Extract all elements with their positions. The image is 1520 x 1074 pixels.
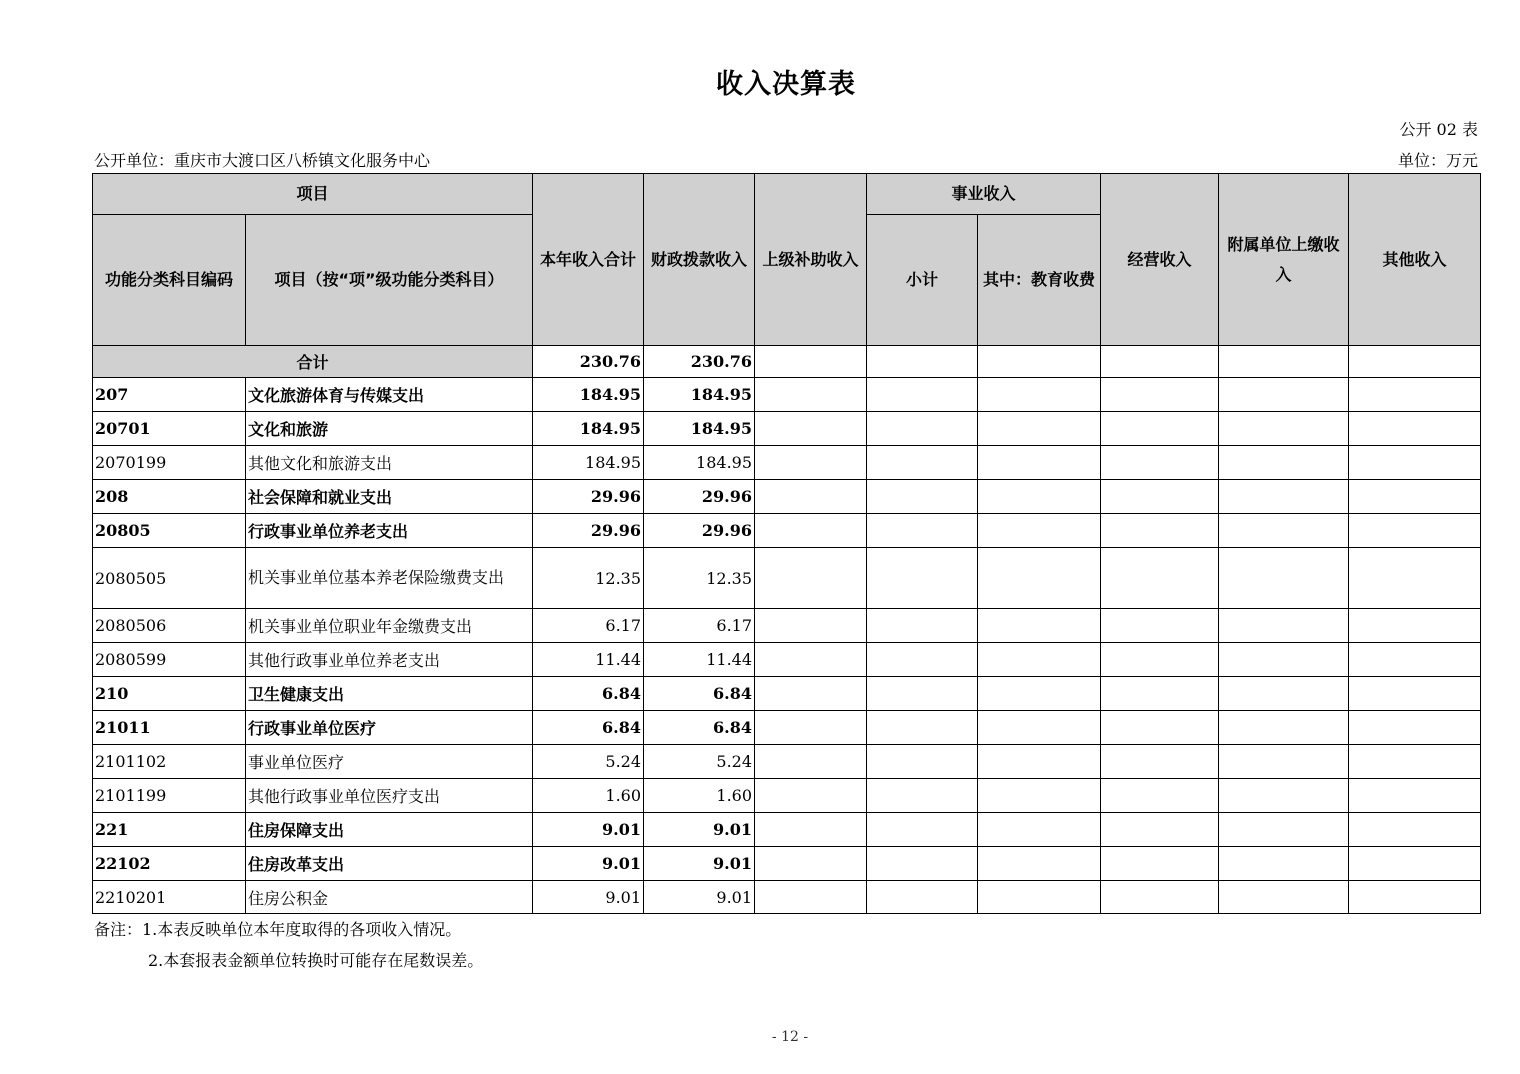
table-row bbox=[93, 677, 1481, 711]
table-row bbox=[93, 643, 1481, 677]
page-number: - 12 - bbox=[771, 1029, 809, 1045]
row-fiscal: 184.95 bbox=[644, 378, 755, 412]
row-code: 20805 bbox=[93, 514, 246, 548]
table-row bbox=[93, 548, 1481, 609]
row-code: 2210201 bbox=[93, 881, 246, 914]
note-2: 2.本套报表金额单位转换时可能存在尾数误差。 bbox=[148, 951, 484, 970]
row-total: 6.84 bbox=[533, 677, 644, 711]
header-education: 其中：教育收费 bbox=[978, 215, 1101, 346]
row-total: 184.95 bbox=[533, 412, 644, 446]
row-code: 2070199 bbox=[93, 446, 246, 480]
row-total: 9.01 bbox=[533, 813, 644, 847]
row-name: 卫生健康支出 bbox=[246, 677, 533, 711]
row-name: 社会保障和就业支出 bbox=[246, 480, 533, 514]
row-fiscal: 6.84 bbox=[644, 711, 755, 745]
row-name: 其他行政事业单位养老支出 bbox=[246, 643, 533, 677]
total-income: 230.76 bbox=[533, 346, 644, 378]
header-total-income: 本年收入合计 bbox=[533, 174, 644, 346]
table-row bbox=[93, 446, 1481, 480]
income-table bbox=[92, 173, 1481, 914]
table-row bbox=[93, 813, 1481, 847]
row-fiscal: 5.24 bbox=[644, 745, 755, 779]
row-code: 2080505 bbox=[93, 548, 246, 609]
header-affiliated: 附属单位上缴收入 bbox=[1219, 174, 1349, 346]
row-code: 2101102 bbox=[93, 745, 246, 779]
header-subtotal: 小计 bbox=[867, 215, 978, 346]
currency-unit: 单位：万元 bbox=[1397, 151, 1478, 170]
header-project: 项目 bbox=[93, 174, 533, 215]
table-row bbox=[93, 745, 1481, 779]
row-code: 22102 bbox=[93, 847, 246, 881]
row-fiscal: 9.01 bbox=[644, 881, 755, 914]
row-fiscal: 9.01 bbox=[644, 813, 755, 847]
row-fiscal: 184.95 bbox=[644, 446, 755, 480]
row-name: 住房保障支出 bbox=[246, 813, 533, 847]
row-fiscal: 11.44 bbox=[644, 643, 755, 677]
row-name: 机关事业单位职业年金缴费支出 bbox=[246, 609, 533, 643]
row-total: 5.24 bbox=[533, 745, 644, 779]
row-code: 2101199 bbox=[93, 779, 246, 813]
row-total: 1.60 bbox=[533, 779, 644, 813]
header-superior: 上级补助收入 bbox=[755, 174, 867, 346]
row-fiscal: 184.95 bbox=[644, 412, 755, 446]
row-code: 210 bbox=[93, 677, 246, 711]
row-code: 2080599 bbox=[93, 643, 246, 677]
table-row bbox=[93, 514, 1481, 548]
table-number: 公开 02 表 bbox=[1399, 120, 1478, 139]
row-name: 机关事业单位基本养老保险缴费支出 bbox=[246, 548, 533, 609]
row-total: 29.96 bbox=[533, 480, 644, 514]
row-total: 11.44 bbox=[533, 643, 644, 677]
row-name: 其他文化和旅游支出 bbox=[246, 446, 533, 480]
row-code: 208 bbox=[93, 480, 246, 514]
page-title: 收入决算表 bbox=[716, 69, 856, 100]
note-1: 备注：1.本表反映单位本年度取得的各项收入情况。 bbox=[94, 920, 462, 939]
row-code: 221 bbox=[93, 813, 246, 847]
table-row bbox=[93, 609, 1481, 643]
row-fiscal: 6.17 bbox=[644, 609, 755, 643]
row-code: 21011 bbox=[93, 711, 246, 745]
row-code: 20701 bbox=[93, 412, 246, 446]
row-fiscal: 1.60 bbox=[644, 779, 755, 813]
notes bbox=[94, 914, 483, 976]
table-row bbox=[93, 881, 1481, 914]
header-name: 项目（按“项”级功能分类科目） bbox=[246, 215, 533, 346]
row-code: 2080506 bbox=[93, 609, 246, 643]
row-name: 文化和旅游 bbox=[246, 412, 533, 446]
row-fiscal: 6.84 bbox=[644, 677, 755, 711]
row-fiscal: 12.35 bbox=[644, 548, 755, 609]
row-code: 207 bbox=[93, 378, 246, 412]
table-row bbox=[93, 378, 1481, 412]
row-total: 184.95 bbox=[533, 446, 644, 480]
header-operating: 经营收入 bbox=[1101, 174, 1219, 346]
row-name: 住房改革支出 bbox=[246, 847, 533, 881]
row-name: 行政事业单位医疗 bbox=[246, 711, 533, 745]
row-total: 6.17 bbox=[533, 609, 644, 643]
row-fiscal: 29.96 bbox=[644, 514, 755, 548]
row-name: 文化旅游体育与传媒支出 bbox=[246, 378, 533, 412]
total-label: 合计 bbox=[93, 346, 533, 378]
row-total: 9.01 bbox=[533, 881, 644, 914]
row-total: 9.01 bbox=[533, 847, 644, 881]
reporting-unit: 公开单位：重庆市大渡口区八桥镇文化服务中心 bbox=[94, 151, 431, 170]
row-total: 184.95 bbox=[533, 378, 644, 412]
row-total: 29.96 bbox=[533, 514, 644, 548]
row-name: 其他行政事业单位医疗支出 bbox=[246, 779, 533, 813]
row-fiscal: 29.96 bbox=[644, 480, 755, 514]
table-row bbox=[93, 711, 1481, 745]
table-row bbox=[93, 847, 1481, 881]
header-other: 其他收入 bbox=[1349, 174, 1481, 346]
row-name: 行政事业单位养老支出 bbox=[246, 514, 533, 548]
total-fiscal: 230.76 bbox=[644, 346, 755, 378]
total-row bbox=[93, 346, 1481, 378]
header-business-income: 事业收入 bbox=[867, 174, 1101, 215]
row-name: 事业单位医疗 bbox=[246, 745, 533, 779]
row-total: 12.35 bbox=[533, 548, 644, 609]
header-code: 功能分类科目编码 bbox=[93, 215, 246, 346]
header-fiscal: 财政拨款收入 bbox=[644, 174, 755, 346]
table-row bbox=[93, 412, 1481, 446]
row-name: 住房公积金 bbox=[246, 881, 533, 914]
table-row bbox=[93, 480, 1481, 514]
table-row bbox=[93, 779, 1481, 813]
row-fiscal: 9.01 bbox=[644, 847, 755, 881]
row-total: 6.84 bbox=[533, 711, 644, 745]
